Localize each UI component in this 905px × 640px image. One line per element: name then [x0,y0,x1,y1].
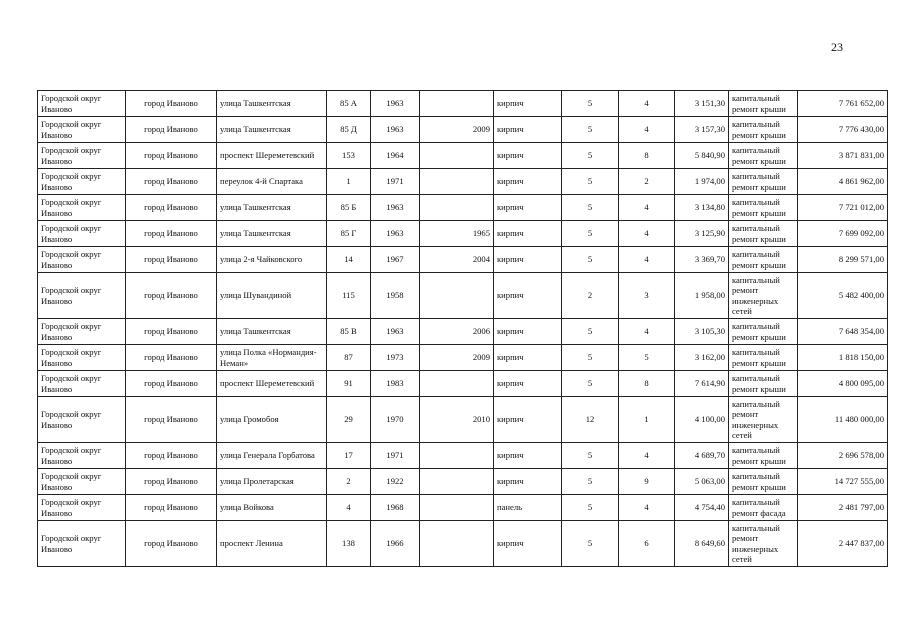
house-number-cell: 4 [327,495,371,521]
wall-material-cell: кирпич [494,345,562,371]
district-cell: Городской округ Иваново [38,495,126,521]
floors-cell: 5 [562,195,619,221]
area-cell: 4 100,00 [675,397,729,443]
house-number-cell: 115 [327,273,371,319]
cost-cell: 2 481 797,00 [798,495,888,521]
table-body [38,91,888,567]
wall-material-cell: кирпич [494,443,562,469]
district-cell: Городской округ Иваново [38,117,126,143]
year-renovated-cell [420,443,494,469]
house-number-cell: 138 [327,521,371,567]
city-cell: город Иваново [126,195,217,221]
year-built-cell: 1963 [371,195,420,221]
floors-cell: 5 [562,247,619,273]
floors-cell: 5 [562,371,619,397]
city-cell: город Иваново [126,397,217,443]
entrances-cell: 8 [619,143,675,169]
city-cell: город Иваново [126,117,217,143]
city-cell: город Иваново [126,247,217,273]
city-cell: город Иваново [126,221,217,247]
work-type-cell: капитальный ремонт инженерных сетей [729,273,798,319]
floors-cell: 5 [562,469,619,495]
year-renovated-cell: 2009 [420,117,494,143]
cost-cell: 7 648 354,00 [798,319,888,345]
house-number-cell: 14 [327,247,371,273]
year-built-cell: 1967 [371,247,420,273]
table-row [38,273,888,319]
housing-repair-table [37,90,888,567]
work-type-cell: капитальный ремонт крыши [729,143,798,169]
work-type-cell: капитальный ремонт крыши [729,91,798,117]
year-renovated-cell [420,371,494,397]
work-type-cell: капитальный ремонт крыши [729,247,798,273]
district-cell: Городской округ Иваново [38,247,126,273]
year-built-cell: 1963 [371,319,420,345]
work-type-cell: капитальный ремонт крыши [729,221,798,247]
floors-cell: 5 [562,143,619,169]
floors-cell: 5 [562,495,619,521]
year-renovated-cell [420,273,494,319]
floors-cell: 5 [562,443,619,469]
district-cell: Городской округ Иваново [38,195,126,221]
year-built-cell: 1964 [371,143,420,169]
entrances-cell: 4 [619,221,675,247]
table-row [38,91,888,117]
street-cell: улица Ташкентская [217,91,327,117]
year-renovated-cell: 2010 [420,397,494,443]
work-type-cell: капитальный ремонт инженерных сетей [729,521,798,567]
table-row [38,195,888,221]
district-cell: Городской округ Иваново [38,221,126,247]
table-row [38,221,888,247]
house-number-cell: 153 [327,143,371,169]
street-cell: улица Генерала Горбатова [217,443,327,469]
street-cell: улица Ташкентская [217,221,327,247]
entrances-cell: 8 [619,371,675,397]
entrances-cell: 4 [619,195,675,221]
district-cell: Городской округ Иваново [38,319,126,345]
floors-cell: 5 [562,117,619,143]
cost-cell: 2 447 837,00 [798,521,888,567]
area-cell: 8 649,60 [675,521,729,567]
entrances-cell: 4 [619,117,675,143]
wall-material-cell: кирпич [494,397,562,443]
year-built-cell: 1973 [371,345,420,371]
table-row [38,345,888,371]
area-cell: 4 754,40 [675,495,729,521]
street-cell: проспект Ленина [217,521,327,567]
floors-cell: 5 [562,521,619,567]
street-cell: улица Ташкентская [217,319,327,345]
table-row [38,319,888,345]
year-renovated-cell: 2006 [420,319,494,345]
table-row [38,521,888,567]
district-cell: Городской округ Иваново [38,521,126,567]
area-cell: 5 063,00 [675,469,729,495]
entrances-cell: 2 [619,169,675,195]
district-cell: Городской округ Иваново [38,91,126,117]
wall-material-cell: кирпич [494,169,562,195]
area-cell: 7 614,90 [675,371,729,397]
work-type-cell: капитальный ремонт крыши [729,195,798,221]
street-cell: улица Ташкентская [217,195,327,221]
district-cell: Городской округ Иваново [38,273,126,319]
cost-cell: 7 761 652,00 [798,91,888,117]
city-cell: город Иваново [126,371,217,397]
year-renovated-cell: 2004 [420,247,494,273]
house-number-cell: 91 [327,371,371,397]
wall-material-cell: панель [494,495,562,521]
year-built-cell: 1966 [371,521,420,567]
year-built-cell: 1971 [371,443,420,469]
wall-material-cell: кирпич [494,469,562,495]
area-cell: 4 689,70 [675,443,729,469]
district-cell: Городской округ Иваново [38,345,126,371]
cost-cell: 2 696 578,00 [798,443,888,469]
entrances-cell: 4 [619,247,675,273]
street-cell: проспект Шереметевский [217,371,327,397]
district-cell: Городской округ Иваново [38,443,126,469]
city-cell: город Иваново [126,521,217,567]
wall-material-cell: кирпич [494,273,562,319]
entrances-cell: 3 [619,273,675,319]
year-built-cell: 1963 [371,221,420,247]
cost-cell: 14 727 555,00 [798,469,888,495]
year-renovated-cell: 2009 [420,345,494,371]
year-built-cell: 1970 [371,397,420,443]
year-renovated-cell [420,195,494,221]
city-cell: город Иваново [126,495,217,521]
year-built-cell: 1963 [371,117,420,143]
street-cell: проспект Шереметевский [217,143,327,169]
street-cell: улица Шувандиной [217,273,327,319]
street-cell: переулок 4-й Спартака [217,169,327,195]
house-number-cell: 17 [327,443,371,469]
area-cell: 1 958,00 [675,273,729,319]
area-cell: 5 840,90 [675,143,729,169]
table-row [38,469,888,495]
work-type-cell: капитальный ремонт крыши [729,443,798,469]
cost-cell: 3 871 831,00 [798,143,888,169]
year-renovated-cell [420,495,494,521]
work-type-cell: капитальный ремонт крыши [729,345,798,371]
work-type-cell: капитальный ремонт крыши [729,169,798,195]
floors-cell: 5 [562,91,619,117]
wall-material-cell: кирпич [494,319,562,345]
page-number: 23 [831,40,843,54]
district-cell: Городской округ Иваново [38,469,126,495]
wall-material-cell: кирпич [494,91,562,117]
area-cell: 3 151,30 [675,91,729,117]
entrances-cell: 9 [619,469,675,495]
street-cell: улица Ташкентская [217,117,327,143]
cost-cell: 4 861 962,00 [798,169,888,195]
floors-cell: 5 [562,169,619,195]
year-renovated-cell: 1965 [420,221,494,247]
area-cell: 3 369,70 [675,247,729,273]
entrances-cell: 1 [619,397,675,443]
cost-cell: 7 699 092,00 [798,221,888,247]
house-number-cell: 29 [327,397,371,443]
city-cell: город Иваново [126,469,217,495]
area-cell: 3 134,80 [675,195,729,221]
area-cell: 3 162,00 [675,345,729,371]
entrances-cell: 4 [619,91,675,117]
entrances-cell: 4 [619,443,675,469]
street-cell: улица Полка «Нормандия-Неман» [217,345,327,371]
table-row [38,397,888,443]
floors-cell: 12 [562,397,619,443]
cost-cell: 8 299 571,00 [798,247,888,273]
entrances-cell: 4 [619,495,675,521]
street-cell: улица Войкова [217,495,327,521]
table-row [38,371,888,397]
year-renovated-cell [420,521,494,567]
city-cell: город Иваново [126,319,217,345]
cost-cell: 4 800 095,00 [798,371,888,397]
table-row [38,247,888,273]
house-number-cell: 85 Д [327,117,371,143]
city-cell: город Иваново [126,345,217,371]
house-number-cell: 85 Г [327,221,371,247]
house-number-cell: 1 [327,169,371,195]
house-number-cell: 85 Б [327,195,371,221]
cost-cell: 7 721 012,00 [798,195,888,221]
year-built-cell: 1958 [371,273,420,319]
entrances-cell: 4 [619,319,675,345]
wall-material-cell: кирпич [494,221,562,247]
table-row [38,495,888,521]
year-renovated-cell [420,169,494,195]
house-number-cell: 85 А [327,91,371,117]
table-row [38,443,888,469]
district-cell: Городской округ Иваново [38,143,126,169]
area-cell: 3 157,30 [675,117,729,143]
cost-cell: 7 776 430,00 [798,117,888,143]
work-type-cell: капитальный ремонт крыши [729,117,798,143]
work-type-cell: капитальный ремонт крыши [729,371,798,397]
work-type-cell: капитальный ремонт крыши [729,469,798,495]
table-row [38,117,888,143]
city-cell: город Иваново [126,91,217,117]
table-row [38,143,888,169]
city-cell: город Иваново [126,273,217,319]
area-cell: 3 105,30 [675,319,729,345]
area-cell: 1 974,00 [675,169,729,195]
area-cell: 3 125,90 [675,221,729,247]
street-cell: улица Пролетарская [217,469,327,495]
street-cell: улица Громобоя [217,397,327,443]
year-built-cell: 1963 [371,91,420,117]
street-cell: улица 2-я Чайковского [217,247,327,273]
floors-cell: 2 [562,273,619,319]
floors-cell: 5 [562,319,619,345]
year-built-cell: 1983 [371,371,420,397]
year-built-cell: 1922 [371,469,420,495]
house-number-cell: 2 [327,469,371,495]
floors-cell: 5 [562,221,619,247]
floors-cell: 5 [562,345,619,371]
wall-material-cell: кирпич [494,521,562,567]
district-cell: Городской округ Иваново [38,371,126,397]
wall-material-cell: кирпич [494,371,562,397]
cost-cell: 11 480 000,00 [798,397,888,443]
year-renovated-cell [420,469,494,495]
work-type-cell: капитальный ремонт инженерных сетей [729,397,798,443]
city-cell: город Иваново [126,443,217,469]
cost-cell: 5 482 400,00 [798,273,888,319]
year-renovated-cell [420,143,494,169]
year-built-cell: 1968 [371,495,420,521]
table-row [38,169,888,195]
city-cell: город Иваново [126,169,217,195]
work-type-cell: капитальный ремонт фасада [729,495,798,521]
city-cell: город Иваново [126,143,217,169]
year-renovated-cell [420,91,494,117]
year-built-cell: 1971 [371,169,420,195]
work-type-cell: капитальный ремонт крыши [729,319,798,345]
district-cell: Городской округ Иваново [38,397,126,443]
district-cell: Городской округ Иваново [38,169,126,195]
house-number-cell: 87 [327,345,371,371]
wall-material-cell: кирпич [494,143,562,169]
entrances-cell: 6 [619,521,675,567]
cost-cell: 1 818 150,00 [798,345,888,371]
wall-material-cell: кирпич [494,195,562,221]
wall-material-cell: кирпич [494,117,562,143]
wall-material-cell: кирпич [494,247,562,273]
house-number-cell: 85 В [327,319,371,345]
entrances-cell: 5 [619,345,675,371]
